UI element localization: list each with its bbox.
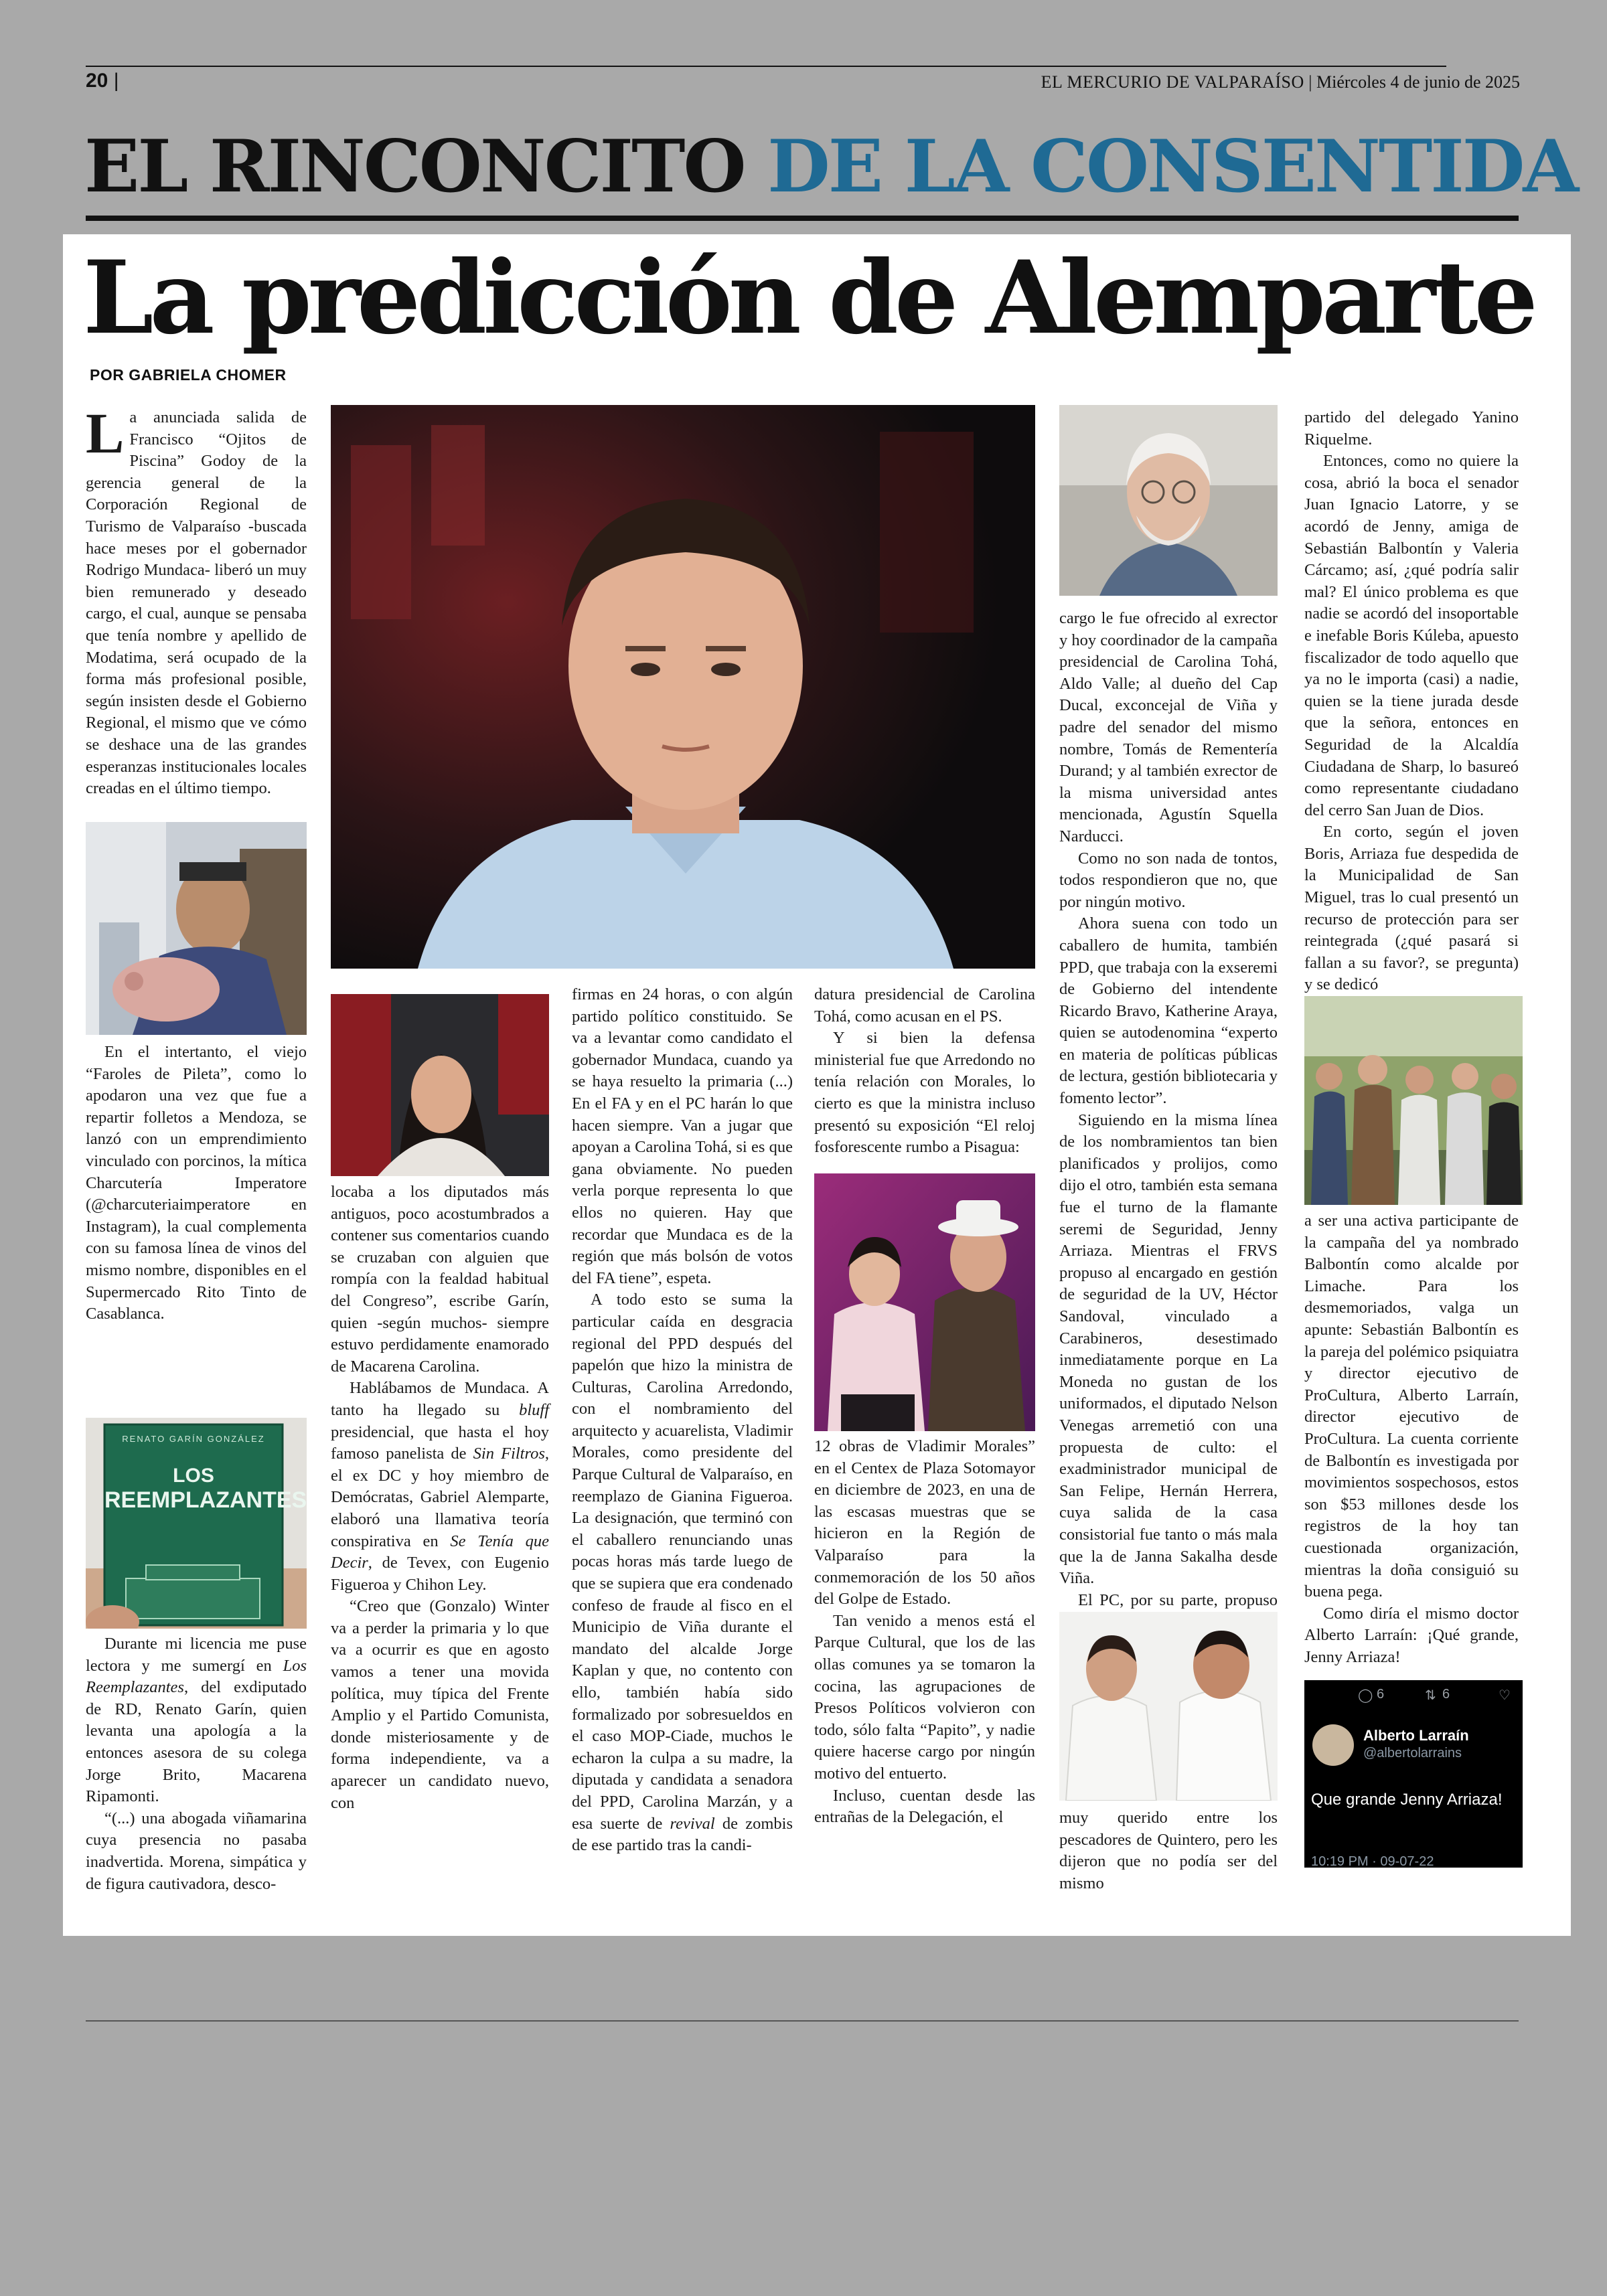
column-6-bottom [1304, 1210, 1519, 1668]
tweet-author-handle: @albertolarrains [1363, 1746, 1462, 1760]
photo-gabriel-alemparte [331, 405, 1035, 969]
reply-icon: ◯ [1358, 1688, 1373, 1703]
column-6-top [1304, 407, 1519, 996]
photo-group-campaign [1304, 996, 1523, 1205]
banner-rule [86, 216, 1519, 221]
paragraph: Ahora suena con todo un caballero de humita, también PPD, que trabaja con la exseremi de Gobierno del intendente Ricardo Bravo, Katherine Araya, quien se autodenomina “experto en materia de políticas públicas de lectura, gestión bibliotecaria y fomento lector”. [1059, 914, 1278, 1108]
paragraph: Entonces, como no quiere la cosa, abrió la boca el senador Juan Ignacio Latorre, y se acordó de Jenny, amiga de Sebastián Balbontín y Valeria Cárcamo; así, ¿qué podría salir mal? El único problema es que nadie se acordó del insoportable e inefable Boris Kúleba, apuesto fiscalizador de todo aquello que ya no le importa (casi) a nadie, quien se la tiene jurada desde que la señora, entonces en Seguridad de la Alcaldía Ciudadana de Sharp, lo basureó como representante ciudadano del cerro San Juan de Dios. [1304, 452, 1519, 819]
tweet-author-name: Alberto Larraín [1363, 1727, 1469, 1744]
tweet-timestamp: 10:19 PM · 09-07-22 [1311, 1854, 1434, 1869]
column-1-top [86, 401, 307, 800]
paragraph: Como diría el mismo doctor Alberto Larraín: ¡Qué grande, Jenny Arriaza! [1304, 1604, 1519, 1666]
paragraph: Incluso, cuentan desde las entrañas de la Delegación, el [814, 1786, 1035, 1827]
paragraph: “(...) una abogada viñamarina cuya presencia no pasaba inadvertida. Morena, simpática y de figura cautivadora, desco- [86, 1809, 307, 1893]
photo-man-with-pig [86, 822, 307, 1035]
section-banner-part1: EL RINCONCITO [84, 125, 745, 209]
like-icon: ♡ [1499, 1688, 1511, 1703]
footer-rule [86, 2020, 1519, 2022]
paragraph: Como no son nada de tontos, todos respondieron que no, que por ningún motivo. [1059, 849, 1278, 911]
paragraph: “Creo que (Gonzalo) Winter va a perder la primaria y lo que va a ocurrir es que en agosto vamos a tener una movida política, muy típica del Frente Amplio y el Partido Comunista, donde misteriosamente y de forma independiente, va a aparecer un candidato nuevo, con [331, 1597, 549, 1812]
column-1-bottom [86, 1633, 307, 1895]
paragraph: locaba a los diputados más antiguos, poco acostumbrados a contener sus comentarios cuando se cruzaban con alguien que rompía con la fealdad habitual del Congreso”, escribe Garín, quien -según muchos- siempre estuvo perdidamente enamorado de Macarena Carolina. [331, 1183, 549, 1376]
byline: POR GABRIELA CHOMER [90, 366, 287, 384]
publication-name: EL MERCURIO DE VALPARAÍSO [1041, 72, 1304, 92]
lead-paragraph: La anunciada salida de Francisco “Ojitos de Piscina” Godoy de la gerencia general de la Corporación Regional de Turismo de Valparaíso -buscada hace meses por el gobernador Rodrigo Mundaca- liberó un muy bien remunerado y deseado cargo, el cual, aunque se pensaba que tenía nombre y apellido de Modatima, será ocupado de la forma más profesional posible, según insisten desde el Gobierno Regional, el mismo que ve cómo se deshace una de las grandes esperanzas institucionales locales creadas en el último tiempo. [86, 401, 307, 798]
publication-date-line: EL MERCURIO DE VALPARAÍSO | Miércoles 4 de junio de 2025 [1041, 72, 1520, 92]
photo-boric-with-daniel-zamorano [1059, 1612, 1278, 1801]
paragraph: Durante mi licencia me puse lectora y me sumergí en Los Reemplazantes, del exdiputado de RD, Renato Garín, quien levanta una apología a la entonces asesora de su colega Jorge Brito, Macarena Ripamonti. [86, 1635, 307, 1806]
column-4-bottom [814, 1436, 1035, 1829]
article-sheet [63, 234, 1571, 1936]
retweet-count: 6 [1442, 1687, 1450, 1702]
tweet-text: Que grande Jenny Arriaza! [1311, 1791, 1503, 1809]
column-2 [331, 1181, 549, 1814]
photo-macarena-ripamonti [331, 994, 549, 1176]
paragraph: Y si bien la defensa ministerial fue que Arredondo no tenía relación con Morales, lo cierto es que la ministra incluso presentó su exposición “El reloj fosforescente rumbo a Pisagua: [814, 1029, 1035, 1157]
paragraph: En corto, según el joven Boris, Arriaza fue despedida de la Municipalidad de San Miguel, tras lo cual presentó un recurso de protección para ser reintegrada (¿qué pasará si fallan a su favor?, se pregunta) y se dedicó [1304, 823, 1519, 994]
paragraph: cargo le fue ofrecido al exrector y hoy coordinador de la campaña presidencial de Carolina Tohá, Aldo Valle; al dueño del Cap Ducal, exconcejal de Viña y padre del senador del mismo nombre, Tomás de Rementería Durand; y al también exrector de la misma universidad antes mencionada, Agustín Squella Narducci. [1059, 609, 1278, 845]
column-1-middle [86, 1042, 307, 1325]
book-title-line1: LOS [173, 1465, 214, 1487]
column-4-top [814, 984, 1035, 1159]
paragraph: En el intertanto, el viejo “Faroles de Pileta”, como lo apodaron una vez que fue a repartir folletos a Mendoza, se lanzó con un emprendimiento vinculado con porcinos, la mítica Charcutería Imperatore (@charcuteriaimperatore en Instagram), la cual complementa con su famosa línea de vinos del mismo nombre, disponibles en el Supermercado Rito Tinto de Casablanca. [86, 1043, 307, 1323]
paragraph: muy querido entre los pescadores de Quintero, pero les dijeron que no podía ser del mismo [1059, 1809, 1278, 1892]
paragraph: partido del delegado Yanino Riquelme. [1304, 408, 1519, 448]
top-rule [86, 66, 1446, 67]
paragraph: A todo esto se suma la particular caída en desgracia regional del PPD después del papelón que hizo la ministra de Culturas, Carolina Arredondo, con el nombramiento del arquitecto y acuarelista, Vladimir Morales, como presidente del Parque Cultural de Valparaíso, en reemplazo de Gianina Figueroa. La designación, que terminó con el caballero renunciando unas pocas horas más tarde luego de que se supiera que era condenado confeso de fraude al fisco en el Municipio de Viña durante el mandato del alcalde Jorge Kaplan y que, no contento con ello, también había sido formalizado por sobresueldos en el caso MOP-Ciade, muchos le echaron la culpa a su madre, la diputada y candidata a senadora del PPD, Carolina Marzán, y a esa suerte de revival de zombis de ese partido tras la candi- [572, 1291, 793, 1855]
paragraph: datura presidencial de Carolina Tohá, como acusan en el PS. [814, 985, 1035, 1026]
paragraph: Siguiendo en la misma línea de los nombramientos tan bien planificados y prolijos, como dijo el otro, también esta semana fue el turno de la flamante seremi de Seguridad, Jenny Arriaza. Mientras el FRVS propuso al encargado en gestión de seguridad de la UV, Héctor Sandoval, vinculado a Carabineros, desestimado inmediatamente porque en La Moneda no gustan de los uniformados, el diputado Nelson Venegas arremetió con una propuesta de culto: el exadministrador municipal de San Felipe, Hernán Herrera, cuya salida de la casa consistorial fue tanto o más mala que la de Janna Sakalha desde Viña. [1059, 1111, 1278, 1588]
paragraph: Hablábamos de Mundaca. A tanto ha llegado su bluff presidencial, que hasta el hoy famoso panelista de Sin Filtros, el ex DC y hoy miembro de Demócratas, Gabriel Alemparte, elaboró una llamativa teoría conspirativa en Se Tenía que Decir, de Tevex, con Eugenio Figueroa y Chihon Ley. [331, 1379, 549, 1594]
photo-agustin-squella [1059, 405, 1278, 596]
section-banner [84, 125, 1578, 209]
column-5-bottom [1059, 1807, 1278, 1894]
avatar [1312, 1724, 1354, 1766]
photo-book-cover [86, 1418, 307, 1629]
column-5-top [1059, 608, 1278, 1633]
book-author: RENATO GARÍN GONZÁLEZ [122, 1434, 265, 1444]
drop-cap: L [86, 401, 125, 465]
section-banner-part2: DE LA CONSENTIDA [767, 125, 1578, 209]
paragraph: a ser una activa participante de la campaña del ya nombrado Balbontín como alcalde por Limache. Para los desmemoriados, valga un apunte: Sebastián Balbontín es la pareja del polémico psiquiatra y director ejecutivo de ProCultura, Alberto Larraín, director ejecutivo de ProCultura. La cuenta corriente de Balbontín es investigada por movimientos sospechosos, estos son $53 millones desde los registros de la hoy tan cuestionada organización, mientras la doña consiguió su buena pega. [1304, 1212, 1519, 1601]
paragraph: firmas en 24 horas, o con algún partido político constituido. Se va a levantar como candidato el gobernador Mundaca, cuando ya se haya resuelto la primaria (...) En el FA y en el PC harán lo que hacen siempre. Van a jugar que apoyan a Carolina Tohá, si es que gana obviamente. No pueden verla porque representa lo que ellos no quieren. Hay que recordar que Mundaca es de la región que más bolsón de votos del FA tiene”, espeta. [572, 985, 793, 1287]
reply-count: 6 [1377, 1687, 1385, 1702]
photo-carolina-arredondo-vladimir-morales [814, 1173, 1035, 1431]
book-title-line2: REEMPLAZANTES [104, 1487, 307, 1513]
retweet-icon: ⇅ [1425, 1688, 1436, 1703]
issue-date: Miércoles 4 de junio de 2025 [1316, 72, 1520, 92]
column-3 [572, 984, 793, 1857]
article-headline: La predicción de Alemparte [83, 239, 1534, 357]
paragraph: 12 obras de Vladimir Morales” en el Centex de Plaza Sotomayor en diciembre de 2023, en una de las escasas muestras que se hicieron en la Región de Valparaíso para la conmemoración de los 50 años del Golpe de Estado. [814, 1437, 1035, 1609]
tweet-screenshot [1304, 1680, 1523, 1868]
page-number: 20 | [86, 70, 119, 92]
paragraph: El PC, por su parte, propuso [1078, 1590, 1278, 1609]
paragraph: Tan venido a menos está el Parque Cultural, que los de las ollas comunes ya se tomaron la cocina, las agrupaciones de Presos Políticos volvieron con todo, sólo falta “Papito”, y nadie quiere hacerse cargo por ningún motivo del entuerto. [814, 1611, 1035, 1783]
